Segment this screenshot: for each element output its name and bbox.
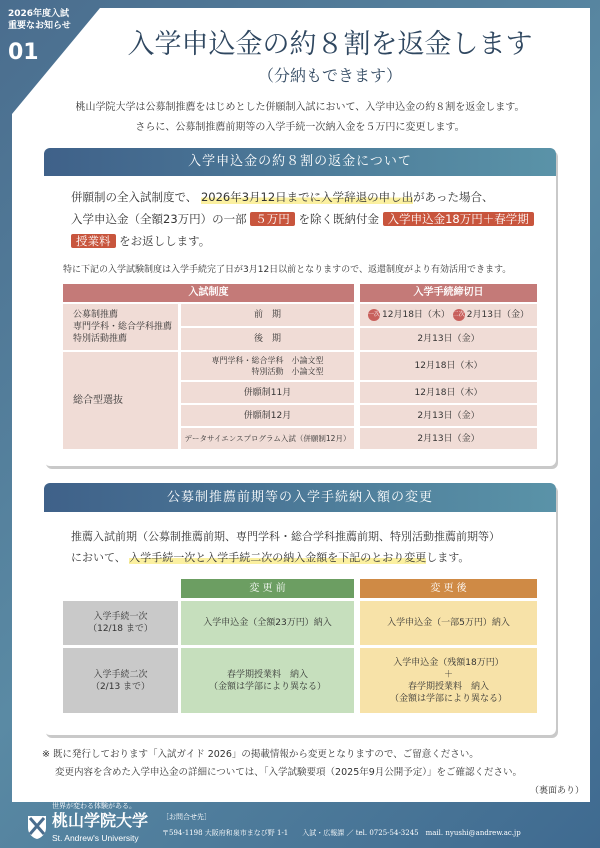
notice-number: 01 xyxy=(8,40,39,65)
after-header: 変 更 後 xyxy=(360,579,537,598)
table-row-name: 前 期 xyxy=(181,304,354,326)
after-second: 入学申込金（残額18万円） ＋ 春学期授業料 納入 （金額は学部により異なる） xyxy=(360,648,537,713)
tag-label: 重要なお知らせ xyxy=(8,21,71,31)
table-row-date: 一次 12月18日（木） 二次 2月13日（金） xyxy=(360,304,537,326)
before-first: 入学申込金（全額23万円）納入 xyxy=(181,601,354,645)
after-first: 入学申込金（一部5万円）納入 xyxy=(360,601,537,645)
contact-address: 〒594-1198 大阪府和泉市まなび野 1-1 入試・広報課 ／ tel. 0725-54-3245 mail. nyushi@andrew.ac.jp xyxy=(162,829,521,837)
tag-year: 2026年度入試 xyxy=(8,9,70,19)
table-row-name: 併願制12月 xyxy=(181,405,354,426)
page-subtitle: （分納もできます） xyxy=(257,66,402,85)
refund-text-line-1: 併願制の全入試制度で、 2026年3月12日までに入学辞退の申し出があった場合、 xyxy=(71,190,494,204)
table-row-date: 2月13日（金） xyxy=(360,428,537,449)
first-badge: 一次 xyxy=(368,309,380,321)
section-heading: 公募制推薦前期等の入学手続納入額の変更 xyxy=(44,483,556,512)
note-line-1: ※ 既に発行しております「入試ガイド 2026」の掲載情報から変更となりますので、ご留意ください。 xyxy=(42,749,479,760)
payment-change-section xyxy=(44,483,556,735)
table-row-date: 2月13日（金） xyxy=(360,405,537,426)
footer xyxy=(0,802,600,848)
table-row-name: データサイエンスプログラム入試（併願制12月） xyxy=(181,428,354,449)
group-recommendation: 公募制推薦 専門学科・総合学科推薦 特別活動推薦 xyxy=(63,304,178,350)
row-label-first: 入学手続一次 （12/18 まで） xyxy=(63,601,178,645)
intro-line-1: 桃山学院大学は公募制推薦をはじめとした併願制入試において、入学申込金の約８割を返金します。 xyxy=(75,102,525,113)
table-row-name: 後 期 xyxy=(181,328,354,350)
page-title: 入学申込金の約８割を返金します xyxy=(127,29,533,60)
table-row-date: 12月18日（木） xyxy=(360,352,537,380)
university-name-en: St. Andrew's University xyxy=(52,833,139,843)
contact-label: ［お問合せ先］ xyxy=(162,813,211,821)
table-row-date: 2月13日（金） xyxy=(360,328,537,350)
refund-note: 特に下記の入学試験制度は入学手続完了日が3月12日以前となりますので、返還制度がより有効活用できます。 xyxy=(63,265,512,275)
slogan: 世界が変わる体験がある。 xyxy=(52,802,136,810)
table-header-deadline: 入学手続締切日 xyxy=(360,284,537,302)
table-row-date: 12月18日（木） xyxy=(360,382,537,403)
section-heading: 入学申込金の約８割の返金について xyxy=(44,148,556,176)
refund-section xyxy=(44,148,556,466)
university-name-jp: 桃山学院大学 xyxy=(52,811,149,830)
university-crest-icon xyxy=(26,814,48,840)
deadline-table xyxy=(44,148,556,466)
intro-line-2: さらに、公募制推薦前期等の入学手続一次納入金を５万円に変更します。 xyxy=(135,122,465,133)
row-label-second: 入学手続二次 （2/13 まで） xyxy=(63,648,178,713)
back-page-note: （裏面あり） xyxy=(529,786,584,796)
table-row-name: 併願制11月 xyxy=(181,382,354,403)
note-line-2: 変更内容を含めた入学申込金の詳細については、「入学試験要項（2025年9月公開予定）」をご確認ください。 xyxy=(55,767,523,778)
group-comprehensive: 総合型選抜 xyxy=(63,352,178,449)
second-badge: 二次 xyxy=(453,309,465,321)
change-text-line-1: 推薦入試前期（公募制推薦前期、専門学科・総合学科推薦前期、特別活動推薦前期等） xyxy=(71,530,500,543)
refund-text-line-3: 授業料 をお返しします。 xyxy=(71,233,210,249)
table-header-system: 入試制度 xyxy=(63,284,354,302)
before-second: 春学期授業料 納入 （金額は学部により異なる） xyxy=(181,648,354,713)
before-header: 変 更 前 xyxy=(181,579,354,598)
table-row-name: 専門学科・総合学科 小論文型 特別活動 小論文型 xyxy=(181,352,354,380)
refund-text-line-2: 入学申込金（全額23万円）の一部 ５万円 を除く既納付金 入学申込金18万円＋春学期 xyxy=(71,211,534,227)
change-text-line-2: において、 入学手続一次と入学手続二次の納入金額を下記のとおり変更します。 xyxy=(71,551,470,564)
